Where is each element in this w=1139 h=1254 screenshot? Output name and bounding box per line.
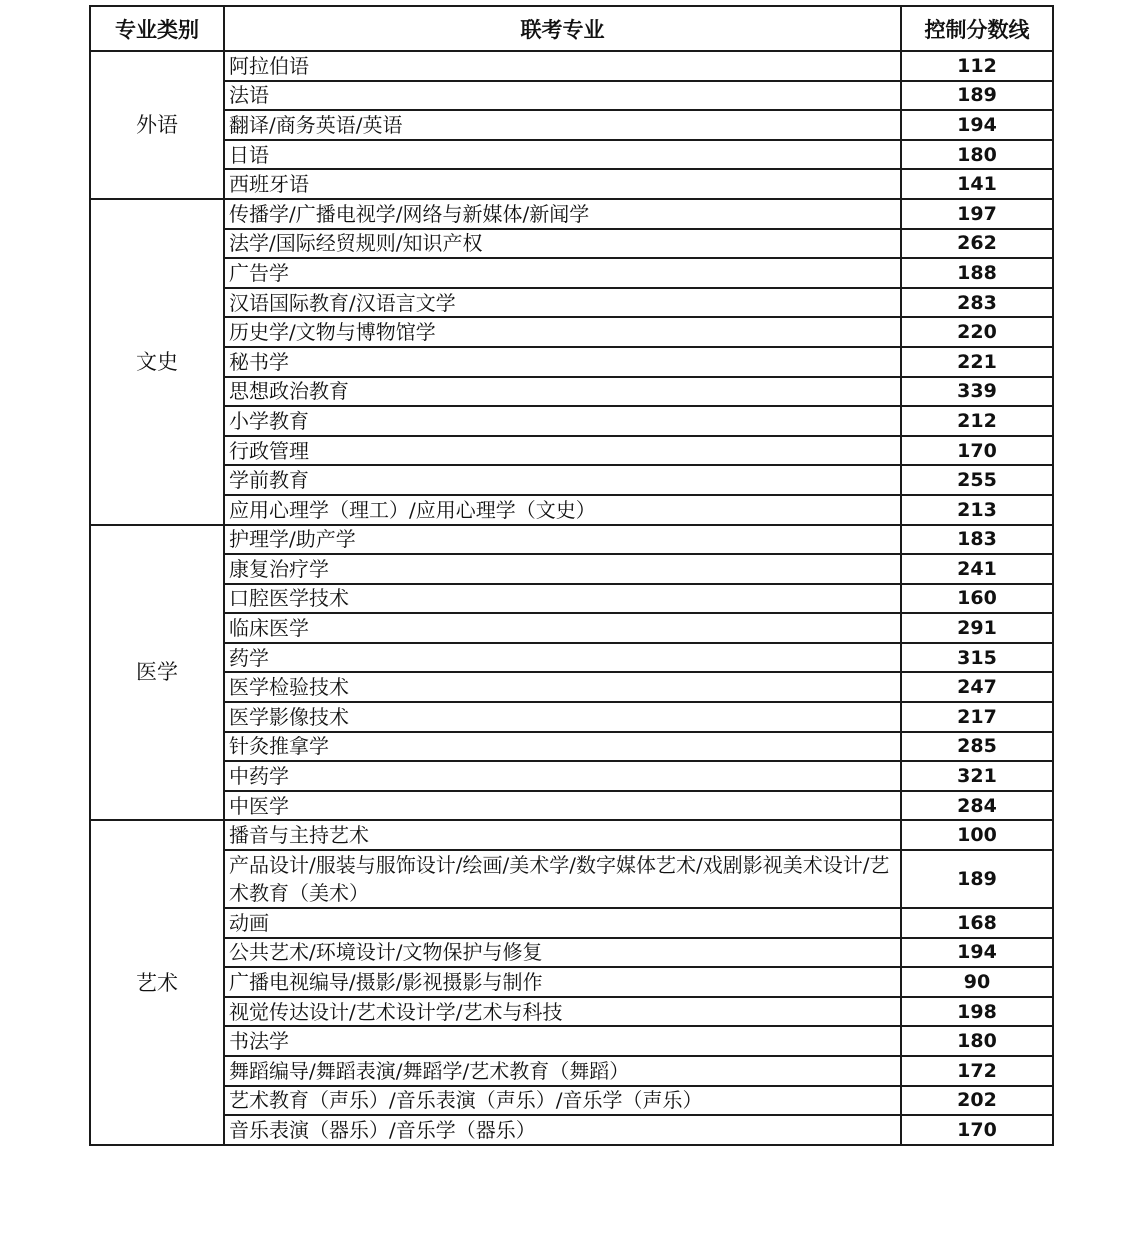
score-cell: 339 xyxy=(901,377,1053,407)
score-cell: 188 xyxy=(901,258,1053,288)
score-cell: 183 xyxy=(901,525,1053,555)
table-row xyxy=(90,672,1053,702)
score-cell: 241 xyxy=(901,554,1053,584)
major-cell: 舞蹈编导/舞蹈表演/舞蹈学/艺术教育（舞蹈） xyxy=(224,1056,901,1086)
major-cell: 音乐表演（器乐）/音乐学（器乐） xyxy=(224,1115,901,1145)
score-cell: 291 xyxy=(901,613,1053,643)
table-row xyxy=(90,732,1053,762)
table-row xyxy=(90,1115,1053,1145)
major-cell: 药学 xyxy=(224,643,901,673)
score-cell: 180 xyxy=(901,1026,1053,1056)
major-cell: 公共艺术/环境设计/文物保护与修复 xyxy=(224,938,901,968)
category-cell: 文史 xyxy=(90,199,224,525)
score-cell: 217 xyxy=(901,702,1053,732)
major-cell: 医学检验技术 xyxy=(224,672,901,702)
major-cell: 翻译/商务英语/英语 xyxy=(224,110,901,140)
score-cell: 262 xyxy=(901,229,1053,259)
header-row xyxy=(90,6,1053,51)
score-cell: 220 xyxy=(901,317,1053,347)
score-cell: 197 xyxy=(901,199,1053,229)
table-row xyxy=(90,199,1053,229)
score-cell: 315 xyxy=(901,643,1053,673)
table-row xyxy=(90,525,1053,555)
table-row xyxy=(90,1026,1053,1056)
table-row xyxy=(90,436,1053,466)
major-cell: 历史学/文物与博物馆学 xyxy=(224,317,901,347)
score-cell: 284 xyxy=(901,791,1053,821)
major-cell: 中药学 xyxy=(224,761,901,791)
major-cell: 动画 xyxy=(224,908,901,938)
major-cell: 临床医学 xyxy=(224,613,901,643)
table-body xyxy=(90,51,1053,1145)
header-score: 控制分数线 xyxy=(901,6,1053,51)
table-row xyxy=(90,110,1053,140)
major-cell: 法语 xyxy=(224,81,901,111)
score-table-container xyxy=(89,5,1052,1146)
table-row xyxy=(90,791,1053,821)
score-cell: 100 xyxy=(901,820,1053,850)
table-row xyxy=(90,377,1053,407)
table-row xyxy=(90,1056,1053,1086)
table-row xyxy=(90,702,1053,732)
major-cell: 视觉传达设计/艺术设计学/艺术与科技 xyxy=(224,997,901,1027)
major-cell: 广告学 xyxy=(224,258,901,288)
major-cell: 传播学/广播电视学/网络与新媒体/新闻学 xyxy=(224,199,901,229)
score-cell: 212 xyxy=(901,406,1053,436)
score-cell: 172 xyxy=(901,1056,1053,1086)
table-row xyxy=(90,1086,1053,1116)
score-cell: 202 xyxy=(901,1086,1053,1116)
header-major: 联考专业 xyxy=(224,6,901,51)
score-cell: 194 xyxy=(901,938,1053,968)
score-cell: 285 xyxy=(901,732,1053,762)
score-cell: 141 xyxy=(901,169,1053,199)
major-cell: 产品设计/服装与服饰设计/绘画/美术学/数字媒体艺术/戏剧影视美术设计/艺术教育（美术） xyxy=(224,850,901,908)
table-row xyxy=(90,495,1053,525)
table-row xyxy=(90,613,1053,643)
score-cell: 321 xyxy=(901,761,1053,791)
table-row xyxy=(90,258,1053,288)
table-row xyxy=(90,554,1053,584)
score-cell: 247 xyxy=(901,672,1053,702)
table-row xyxy=(90,288,1053,318)
major-cell: 汉语国际教育/汉语言文学 xyxy=(224,288,901,318)
major-cell: 学前教育 xyxy=(224,465,901,495)
score-cell: 198 xyxy=(901,997,1053,1027)
category-cell: 医学 xyxy=(90,525,224,821)
major-cell: 护理学/助产学 xyxy=(224,525,901,555)
score-cell: 112 xyxy=(901,51,1053,81)
score-table xyxy=(89,5,1054,1146)
table-row xyxy=(90,967,1053,997)
major-cell: 应用心理学（理工）/应用心理学（文史） xyxy=(224,495,901,525)
table-row xyxy=(90,761,1053,791)
major-cell: 思想政治教育 xyxy=(224,377,901,407)
score-cell: 213 xyxy=(901,495,1053,525)
table-row xyxy=(90,997,1053,1027)
major-cell: 医学影像技术 xyxy=(224,702,901,732)
score-cell: 189 xyxy=(901,81,1053,111)
score-cell: 255 xyxy=(901,465,1053,495)
table-header xyxy=(90,6,1053,51)
major-cell: 广播电视编导/摄影/影视摄影与制作 xyxy=(224,967,901,997)
score-cell: 90 xyxy=(901,967,1053,997)
major-cell: 中医学 xyxy=(224,791,901,821)
major-cell: 播音与主持艺术 xyxy=(224,820,901,850)
major-cell: 小学教育 xyxy=(224,406,901,436)
score-cell: 170 xyxy=(901,1115,1053,1145)
table-row xyxy=(90,140,1053,170)
score-cell: 168 xyxy=(901,908,1053,938)
table-row xyxy=(90,938,1053,968)
major-cell: 阿拉伯语 xyxy=(224,51,901,81)
table-row xyxy=(90,584,1053,614)
major-cell: 针灸推拿学 xyxy=(224,732,901,762)
major-cell: 艺术教育（声乐）/音乐表演（声乐）/音乐学（声乐） xyxy=(224,1086,901,1116)
major-cell: 康复治疗学 xyxy=(224,554,901,584)
table-row xyxy=(90,850,1053,908)
major-cell: 行政管理 xyxy=(224,436,901,466)
major-cell: 书法学 xyxy=(224,1026,901,1056)
major-cell: 西班牙语 xyxy=(224,169,901,199)
header-category: 专业类别 xyxy=(90,6,224,51)
table-row xyxy=(90,169,1053,199)
table-row xyxy=(90,81,1053,111)
table-row xyxy=(90,229,1053,259)
table-row xyxy=(90,908,1053,938)
major-cell: 口腔医学技术 xyxy=(224,584,901,614)
table-row xyxy=(90,643,1053,673)
major-cell: 日语 xyxy=(224,140,901,170)
major-cell: 法学/国际经贸规则/知识产权 xyxy=(224,229,901,259)
score-cell: 189 xyxy=(901,850,1053,908)
table-row xyxy=(90,820,1053,850)
table-row xyxy=(90,406,1053,436)
table-row xyxy=(90,51,1053,81)
score-cell: 283 xyxy=(901,288,1053,318)
table-row xyxy=(90,317,1053,347)
category-cell: 外语 xyxy=(90,51,224,199)
score-cell: 170 xyxy=(901,436,1053,466)
table-row xyxy=(90,347,1053,377)
score-cell: 180 xyxy=(901,140,1053,170)
score-cell: 194 xyxy=(901,110,1053,140)
category-cell: 艺术 xyxy=(90,820,224,1144)
table-row xyxy=(90,465,1053,495)
score-cell: 160 xyxy=(901,584,1053,614)
score-cell: 221 xyxy=(901,347,1053,377)
major-cell: 秘书学 xyxy=(224,347,901,377)
